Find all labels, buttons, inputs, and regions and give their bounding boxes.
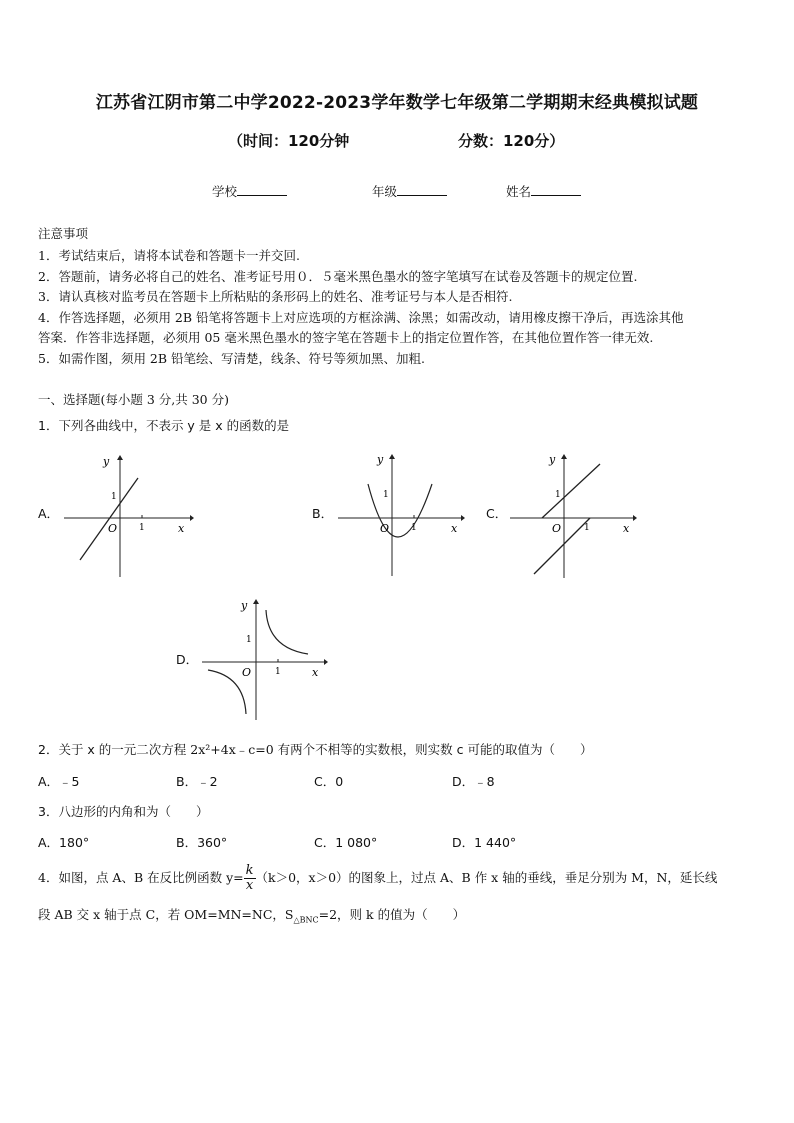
x-axis-label: x bbox=[623, 522, 630, 535]
q2-stem-end: 有两个不相等的实数根，则实数 c 可能的取值为（ ） bbox=[273, 742, 593, 757]
q4-stem-start: 4．如图，点 A、B 在反比例函数 y= bbox=[38, 870, 244, 885]
q1-option-a-label: A． bbox=[38, 506, 60, 521]
q1-option-b-label: B． bbox=[312, 506, 334, 521]
x-tick-label: 1 bbox=[139, 523, 145, 533]
x-axis-label: x bbox=[451, 522, 458, 535]
origin-label: O bbox=[552, 522, 562, 535]
q2-option-d: D．﹣8 bbox=[452, 774, 495, 789]
x-tick-label: 1 bbox=[411, 523, 417, 533]
page-title: 江苏省江阴市第二中学2022-2023学年数学七年级第二学期期末经典模拟试题 bbox=[95, 93, 699, 113]
y-tick-label: 1 bbox=[111, 492, 117, 502]
q4-fraction bbox=[244, 864, 256, 893]
question-4-line-2 bbox=[38, 905, 465, 925]
x-tick-label: 1 bbox=[275, 667, 281, 677]
note-item: 5．如需作图，须用 2B 铅笔绘、写清楚，线条、符号等须加黑、加粗. bbox=[38, 351, 426, 366]
q3-option-b: B．360° bbox=[176, 835, 228, 850]
x-tick-label: 1 bbox=[584, 523, 590, 533]
school-blank bbox=[237, 183, 287, 196]
q4-fraction-numerator: k bbox=[245, 863, 254, 878]
q3-option-d: D．1 440° bbox=[452, 835, 517, 850]
q3-option-a: A．180° bbox=[38, 835, 90, 850]
section-heading: 一、选择题(每小题 3 分,共 30 分) bbox=[38, 392, 229, 407]
q1-graph-a bbox=[60, 452, 195, 580]
school-label: 学校 bbox=[212, 184, 238, 199]
name-field bbox=[506, 182, 581, 200]
note-item: 2．答题前，请务必将自己的姓名、准考证号用０．５毫米黑色墨水的签字笔填写在试卷及答题卡的规定位置. bbox=[38, 269, 638, 284]
note-item: 1．考试结束后，请将本试卷和答题卡一并交回. bbox=[38, 248, 300, 263]
note-item: 答案．作答非选择题，必须用 05 毫米黑色墨水的签字笔在答题卡上的指定位置作答，在其他位置作答一律无效. bbox=[38, 330, 654, 345]
q1-graph-b bbox=[334, 450, 466, 578]
origin-label: O bbox=[108, 522, 118, 535]
x-axis-label: x bbox=[312, 666, 319, 679]
grade-label: 年级 bbox=[372, 184, 398, 199]
q1-graph-d bbox=[198, 596, 330, 724]
q4-stem-end: （k＞0，x＞0）的图象上，过点 A、B 作 x 轴的垂线，垂足分别为 M，N，延长线 bbox=[255, 870, 718, 885]
y-axis-label: y bbox=[377, 453, 384, 466]
note-item: 3．请认真核对监考员在答题卡上所粘贴的条形码上的姓名、准考证号与本人是否相符. bbox=[38, 289, 513, 304]
q4-line2-end: =2，则 k 的值为（ ） bbox=[318, 907, 466, 922]
y-tick-label: 1 bbox=[383, 490, 389, 500]
y-tick-label: 1 bbox=[246, 635, 252, 645]
grade-field bbox=[372, 182, 447, 200]
q3-option-c: C．1 080° bbox=[314, 835, 378, 850]
question-3-stem: 3．八边形的内角和为（ ） bbox=[38, 804, 209, 819]
name-blank bbox=[531, 183, 581, 196]
notes-heading: 注意事项 bbox=[38, 226, 89, 241]
question-1-stem: 1．下列各曲线中，不表示 y 是 x 的函数的是 bbox=[38, 418, 290, 433]
exam-time: （时间：120分钟 bbox=[228, 132, 350, 150]
y-axis-label: y bbox=[549, 453, 556, 466]
q2-option-c: C．0 bbox=[314, 774, 344, 789]
y-axis-label: y bbox=[103, 455, 110, 468]
origin-label: O bbox=[380, 522, 390, 535]
name-label: 姓名 bbox=[506, 184, 532, 199]
y-axis-label: y bbox=[241, 599, 248, 612]
q1-graph-c bbox=[506, 450, 638, 580]
grade-blank bbox=[397, 183, 447, 196]
school-field bbox=[212, 182, 287, 200]
q2-equation: 2x²+4x﹣c=0 bbox=[190, 742, 274, 757]
q2-option-a: A．﹣5 bbox=[38, 774, 80, 789]
q1-option-d-label: D． bbox=[176, 652, 199, 667]
q4-fraction-denominator: x bbox=[245, 878, 254, 893]
origin-label: O bbox=[242, 666, 252, 679]
q4-triangle-subscript: △BNC bbox=[293, 915, 319, 925]
q2-stem-start: 2．关于 x 的一元二次方程 bbox=[38, 742, 191, 757]
note-item: 4．作答选择题，必须用 2B 铅笔将答题卡上对应选项的方框涂满、涂黑；如需改动，请用橡皮擦干净后，再选涂其他 bbox=[38, 310, 684, 325]
exam-score: 分数：120分） bbox=[458, 132, 565, 150]
x-axis-label: x bbox=[178, 522, 185, 535]
q4-line2-start: 段 AB 交 x 轴于点 C，若 OM=MN=NC，S bbox=[38, 907, 294, 922]
q2-option-b: B．﹣2 bbox=[176, 774, 218, 789]
y-tick-label: 1 bbox=[555, 490, 561, 500]
question-4-stem bbox=[38, 861, 717, 895]
q1-option-c-label: C． bbox=[486, 506, 508, 521]
question-2-stem bbox=[38, 740, 593, 758]
